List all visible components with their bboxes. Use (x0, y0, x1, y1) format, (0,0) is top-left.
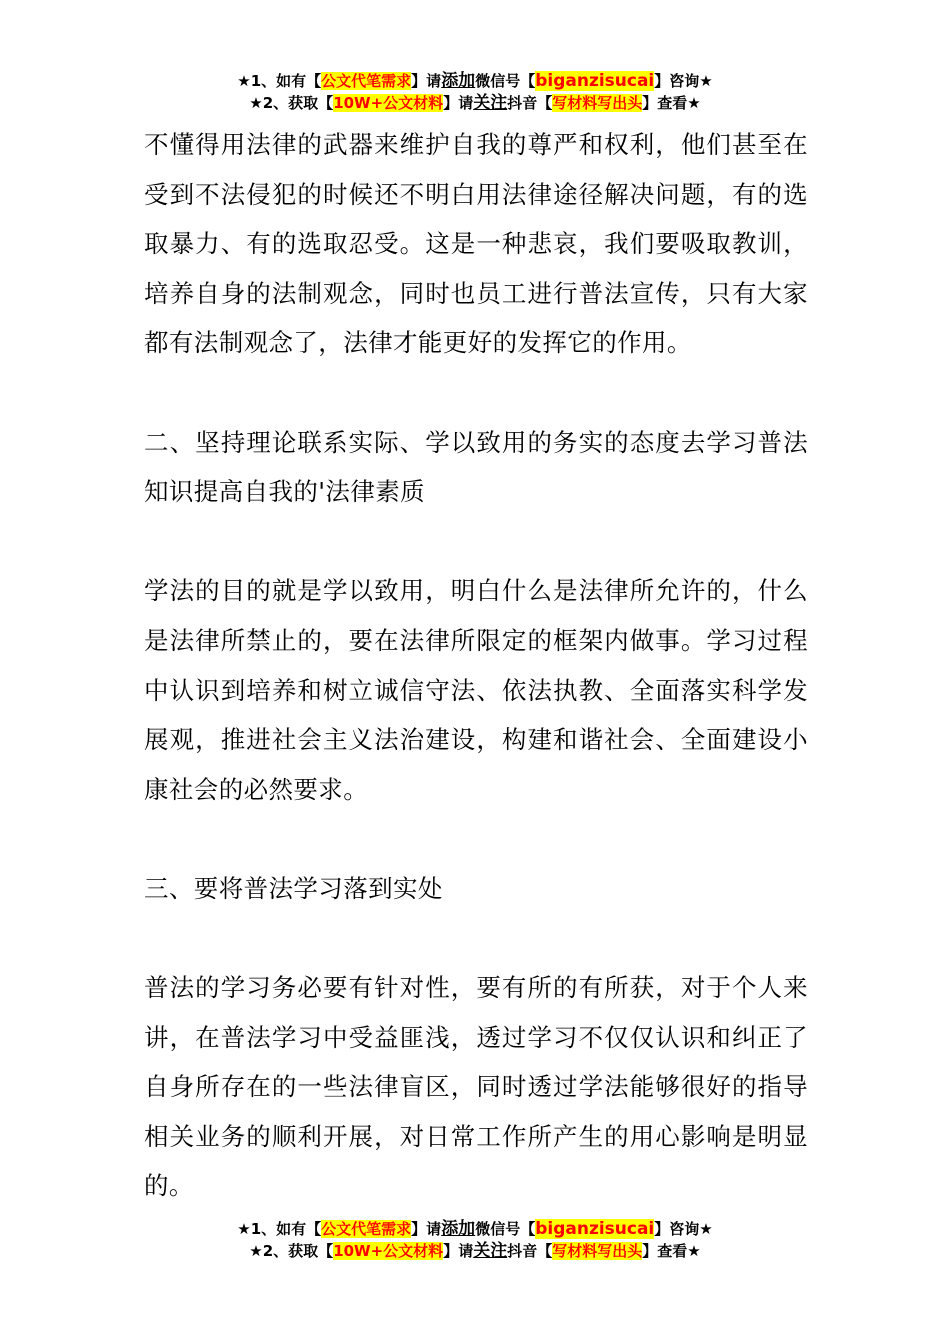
paragraph-3: 普法的学习务必要有针对性，要有所的有所获，对于个人来讲，在普法学习中受益匪浅，透过学习不仅仅认识和纠正了自身所存在的一些法律盲区，同时透过学法能够很好的指导相关业务的顺利开展，对日常工作所产生的用心影响是明显的。 (144, 973, 808, 1201)
ad-text: 2、获取【 (262, 94, 334, 112)
star-icon: ★ (249, 94, 263, 112)
ad-text: 】请 (443, 94, 474, 112)
ad-text: 】请 (411, 72, 442, 90)
ad-highlight-service: 公文代笔需求 (321, 1220, 412, 1238)
ad-text: 微信号【 (475, 1220, 536, 1238)
ad-douyin-account: 写材料写出头 (552, 94, 643, 112)
section-heading-2: 二、坚持理论联系实际、学以致用的务实的态度去学习普法知识提高自我的'法律素质 (144, 427, 808, 507)
ad-highlight-materials: 10W+公文材料 (333, 94, 444, 112)
star-icon: ★ (687, 94, 701, 112)
ad-line-2 (0, 92, 950, 114)
ad-text: 】查看 (642, 1242, 688, 1260)
ad-line-1 (0, 70, 950, 92)
star-icon: ★ (699, 72, 713, 90)
ad-line-2 (0, 1240, 950, 1262)
star-icon: ★ (237, 72, 251, 90)
star-icon: ★ (249, 1242, 263, 1260)
footer-ad (0, 1218, 950, 1262)
paragraph-1: 不懂得用法律的武器来维护自我的尊严和权利，他们甚至在受到不法侵犯的时候还不明白用法律途径解决问题，有的选取暴力、有的选取忍受。这是一种悲哀，我们要吸取教训，培养自身的法制观念，同时也员工进行普法宣传，只有大家都有法制观念了，法律才能更好的发挥它的作用。 (144, 130, 808, 358)
ad-text: 微信号【 (475, 72, 536, 90)
paragraph-gap (144, 517, 808, 567)
ad-text: 1、如有【 (250, 1220, 322, 1238)
star-icon: ★ (687, 1242, 701, 1260)
ad-text: 】咨询 (654, 72, 700, 90)
star-icon: ★ (237, 1220, 251, 1238)
ad-text: 】请 (411, 1220, 442, 1238)
document-body (144, 120, 808, 1211)
paragraph-gap (144, 368, 808, 418)
paragraph-gap (144, 814, 808, 864)
ad-line-1 (0, 1218, 950, 1240)
ad-text: 】请 (443, 1242, 474, 1260)
ad-text: 2、获取【 (262, 1242, 334, 1260)
header-ad (0, 70, 950, 114)
ad-wechat-id: biganzisucai (535, 71, 655, 91)
ad-underlined-action: 添加 (441, 1219, 476, 1239)
ad-wechat-id: biganzisucai (535, 1219, 655, 1239)
ad-text: 】咨询 (654, 1220, 700, 1238)
ad-douyin-account: 写材料写出头 (552, 1242, 643, 1260)
ad-text: 抖音【 (507, 94, 553, 112)
star-icon: ★ (699, 1220, 713, 1238)
ad-highlight-materials: 10W+公文材料 (333, 1242, 444, 1260)
paragraph-2: 学法的目的就是学以致用，明白什么是法律所允许的，什么是法律所禁止的，要在法律所限定的框架内做事。学习过程中认识到培养和树立诚信守法、依法执教、全面落实科学发展观，推进社会主义法治建设，构建和谐社会、全面建设小康社会的必然要求。 (144, 576, 808, 804)
ad-text: 抖音【 (507, 1242, 553, 1260)
ad-underlined-action: 关注 (473, 1241, 508, 1261)
ad-text: 1、如有【 (250, 72, 322, 90)
ad-underlined-action: 关注 (473, 93, 508, 113)
ad-text: 】查看 (642, 94, 688, 112)
paragraph-gap (144, 914, 808, 964)
section-heading-3: 三、要将普法学习落到实处 (144, 873, 443, 903)
ad-highlight-service: 公文代笔需求 (321, 72, 412, 90)
ad-underlined-action: 添加 (441, 71, 476, 91)
